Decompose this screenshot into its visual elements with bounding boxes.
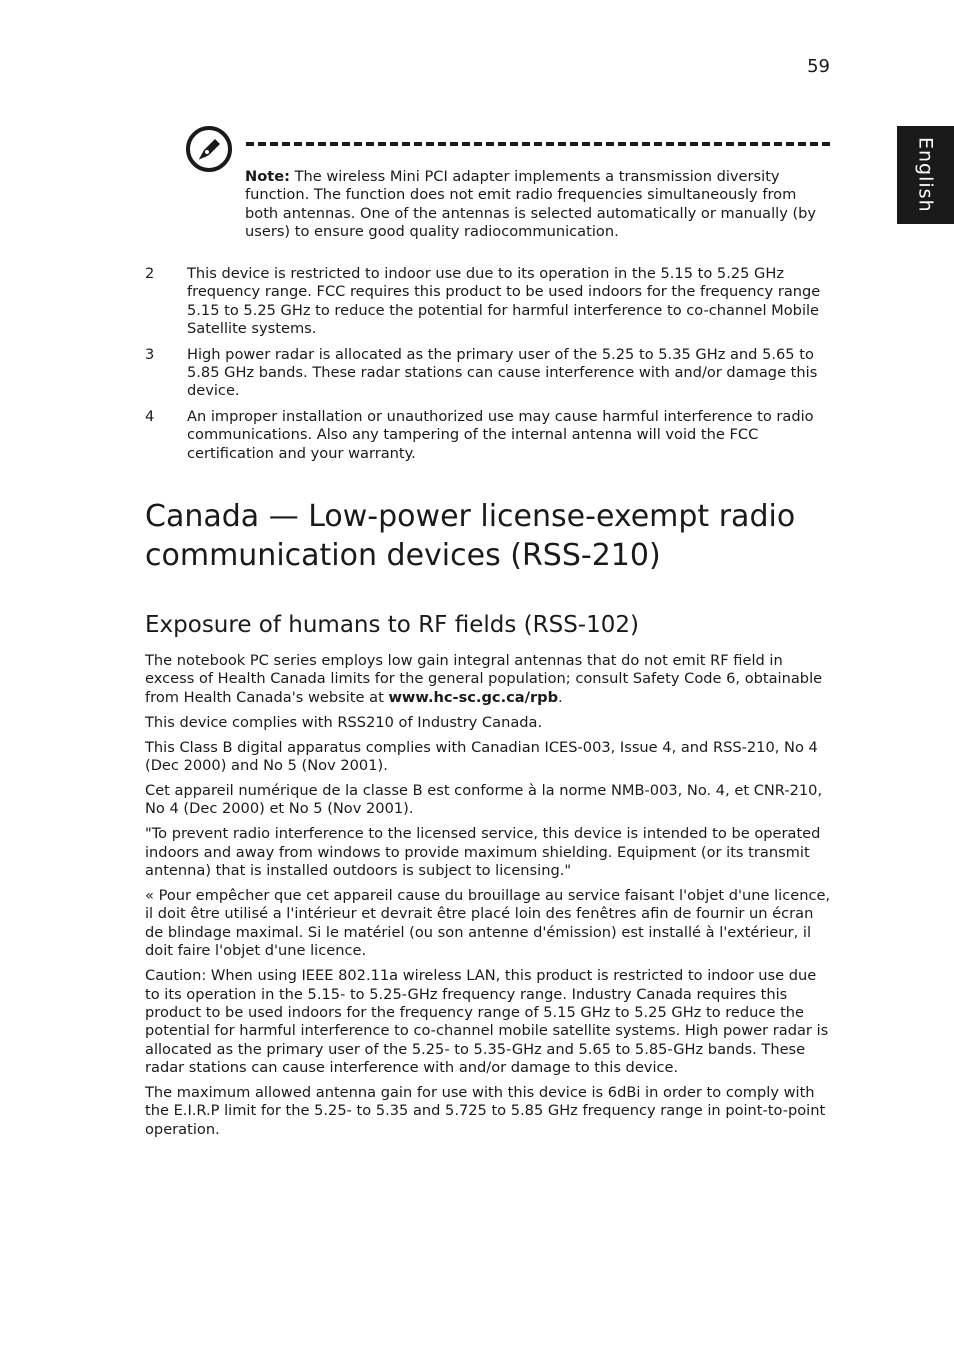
- paragraph: Caution: When using IEEE 802.11a wireless LAN, this product is restricted to indoor use due to its operation in the 5.15- to 5.25-GHz frequency range. Industry Canada requires this product to be used indoors for the frequency range of 5.15 GHz to 5.25 GHz to reduce the potential for harmful interference to co-channel mobile satellite systems. High power radar is allocated as the primary user of the 5.25- to 5.35-GHz and 5.65 to 5.85-GHz bands. These radar stations can cause interference with and/or damage to this device.: [145, 967, 829, 1077]
- paragraph: This device complies with RSS210 of Industry Canada.: [145, 713, 543, 731]
- paragraph: "To prevent radio interference to the licensed service, this device is intended to be operated indoors and away from windows to provide maximum shielding. Equipment (or its transmit antenna) that is installed outdoors is subject to licensing.": [145, 825, 821, 880]
- note-block: [245, 168, 830, 242]
- paragraph-text-end: .: [558, 688, 563, 706]
- paragraph-text: The notebook PC series employs low gain integral antennas that do not emit RF field in excess of Health Canada limits for the general population; consult Safety Code 6, obtainable from Health Canada's website at: [145, 652, 823, 706]
- paragraph: Cet appareil numérique de la classe B est conforme à la norme NMB-003, No. 4, et CNR-210, No 4 (Dec 2000) et No 5 (Nov 2001).: [145, 781, 823, 818]
- paragraph: The maximum allowed antenna gain for use with this device is 6dBi in order to comply with the E.I.R.P limit for the 5.25- to 5.35 and 5.725 to 5.85 GHz frequency range in point-to-point operation.: [145, 1084, 826, 1138]
- note-pen-icon: [185, 125, 233, 173]
- paragraph: This Class B digital apparatus complies with Canadian ICES-003, Issue 4, and RSS-210, No 4 (Dec 2000) and No 5 (Nov 2001).: [145, 738, 818, 775]
- language-tab: [897, 126, 954, 224]
- list-item-number: 2: [145, 265, 155, 282]
- list-item: [145, 346, 830, 401]
- section-heading: Canada — Low-power license-exempt radio communication devices (RSS-210): [145, 499, 796, 573]
- paragraph: « Pour empêcher que cet appareil cause du brouillage au service faisant l'objet d'une licence, il doit être utilisé a l'intérieur et devrait être placé loin des fenêtres afin de fournir un écran de blindage maximal. Si le matériel (ou son antenne d'émission) est installé à l'extérieur, il doit faire l'objet d'une licence.: [145, 886, 831, 960]
- list-item-number: 3: [145, 345, 155, 363]
- language-tab-label: English: [914, 137, 937, 213]
- list-item-number: 4: [145, 407, 155, 425]
- list-item-text: This device is restricted to indoor use due to its operation in the 5.15 to 5.25 GHz frequency range. FCC requires this product to be used indoors for the frequency range 5.15 to 5.25 GHz to reduce the potential for harmful interference to co-channel Mobile Satellite systems.: [187, 265, 821, 338]
- note-divider: [246, 142, 830, 146]
- list-item: [145, 408, 830, 463]
- health-canada-url: www.hc-sc.gc.ca/rpb: [388, 688, 559, 706]
- list-item-text: High power radar is allocated as the primary user of the 5.25 to 5.35 GHz and 5.65 to 5.85 GHz bands. These radar stations can cause interference with and/or damage this device.: [187, 345, 818, 400]
- section-body: [145, 652, 831, 1146]
- note-body: The wireless Mini PCI adapter implements a transmission diversity function. The function does not emit radio frequencies simultaneously from both antennas. One of the antennas is selected automatically or manually (by users) to ensure good quality radiocommunication.: [245, 168, 817, 241]
- paragraph: [145, 652, 831, 707]
- page-number: 59: [807, 56, 830, 77]
- subsection-heading: Exposure of humans to RF fields (RSS-102): [145, 612, 639, 638]
- numbered-list: [145, 265, 830, 470]
- list-item-text: An improper installation or unauthorized use may cause harmful interference to radio communications. Also any tampering of the internal antenna will void the FCC certification and your warranty.: [187, 407, 814, 462]
- list-item: [145, 265, 830, 339]
- note-label: Note:: [245, 168, 290, 185]
